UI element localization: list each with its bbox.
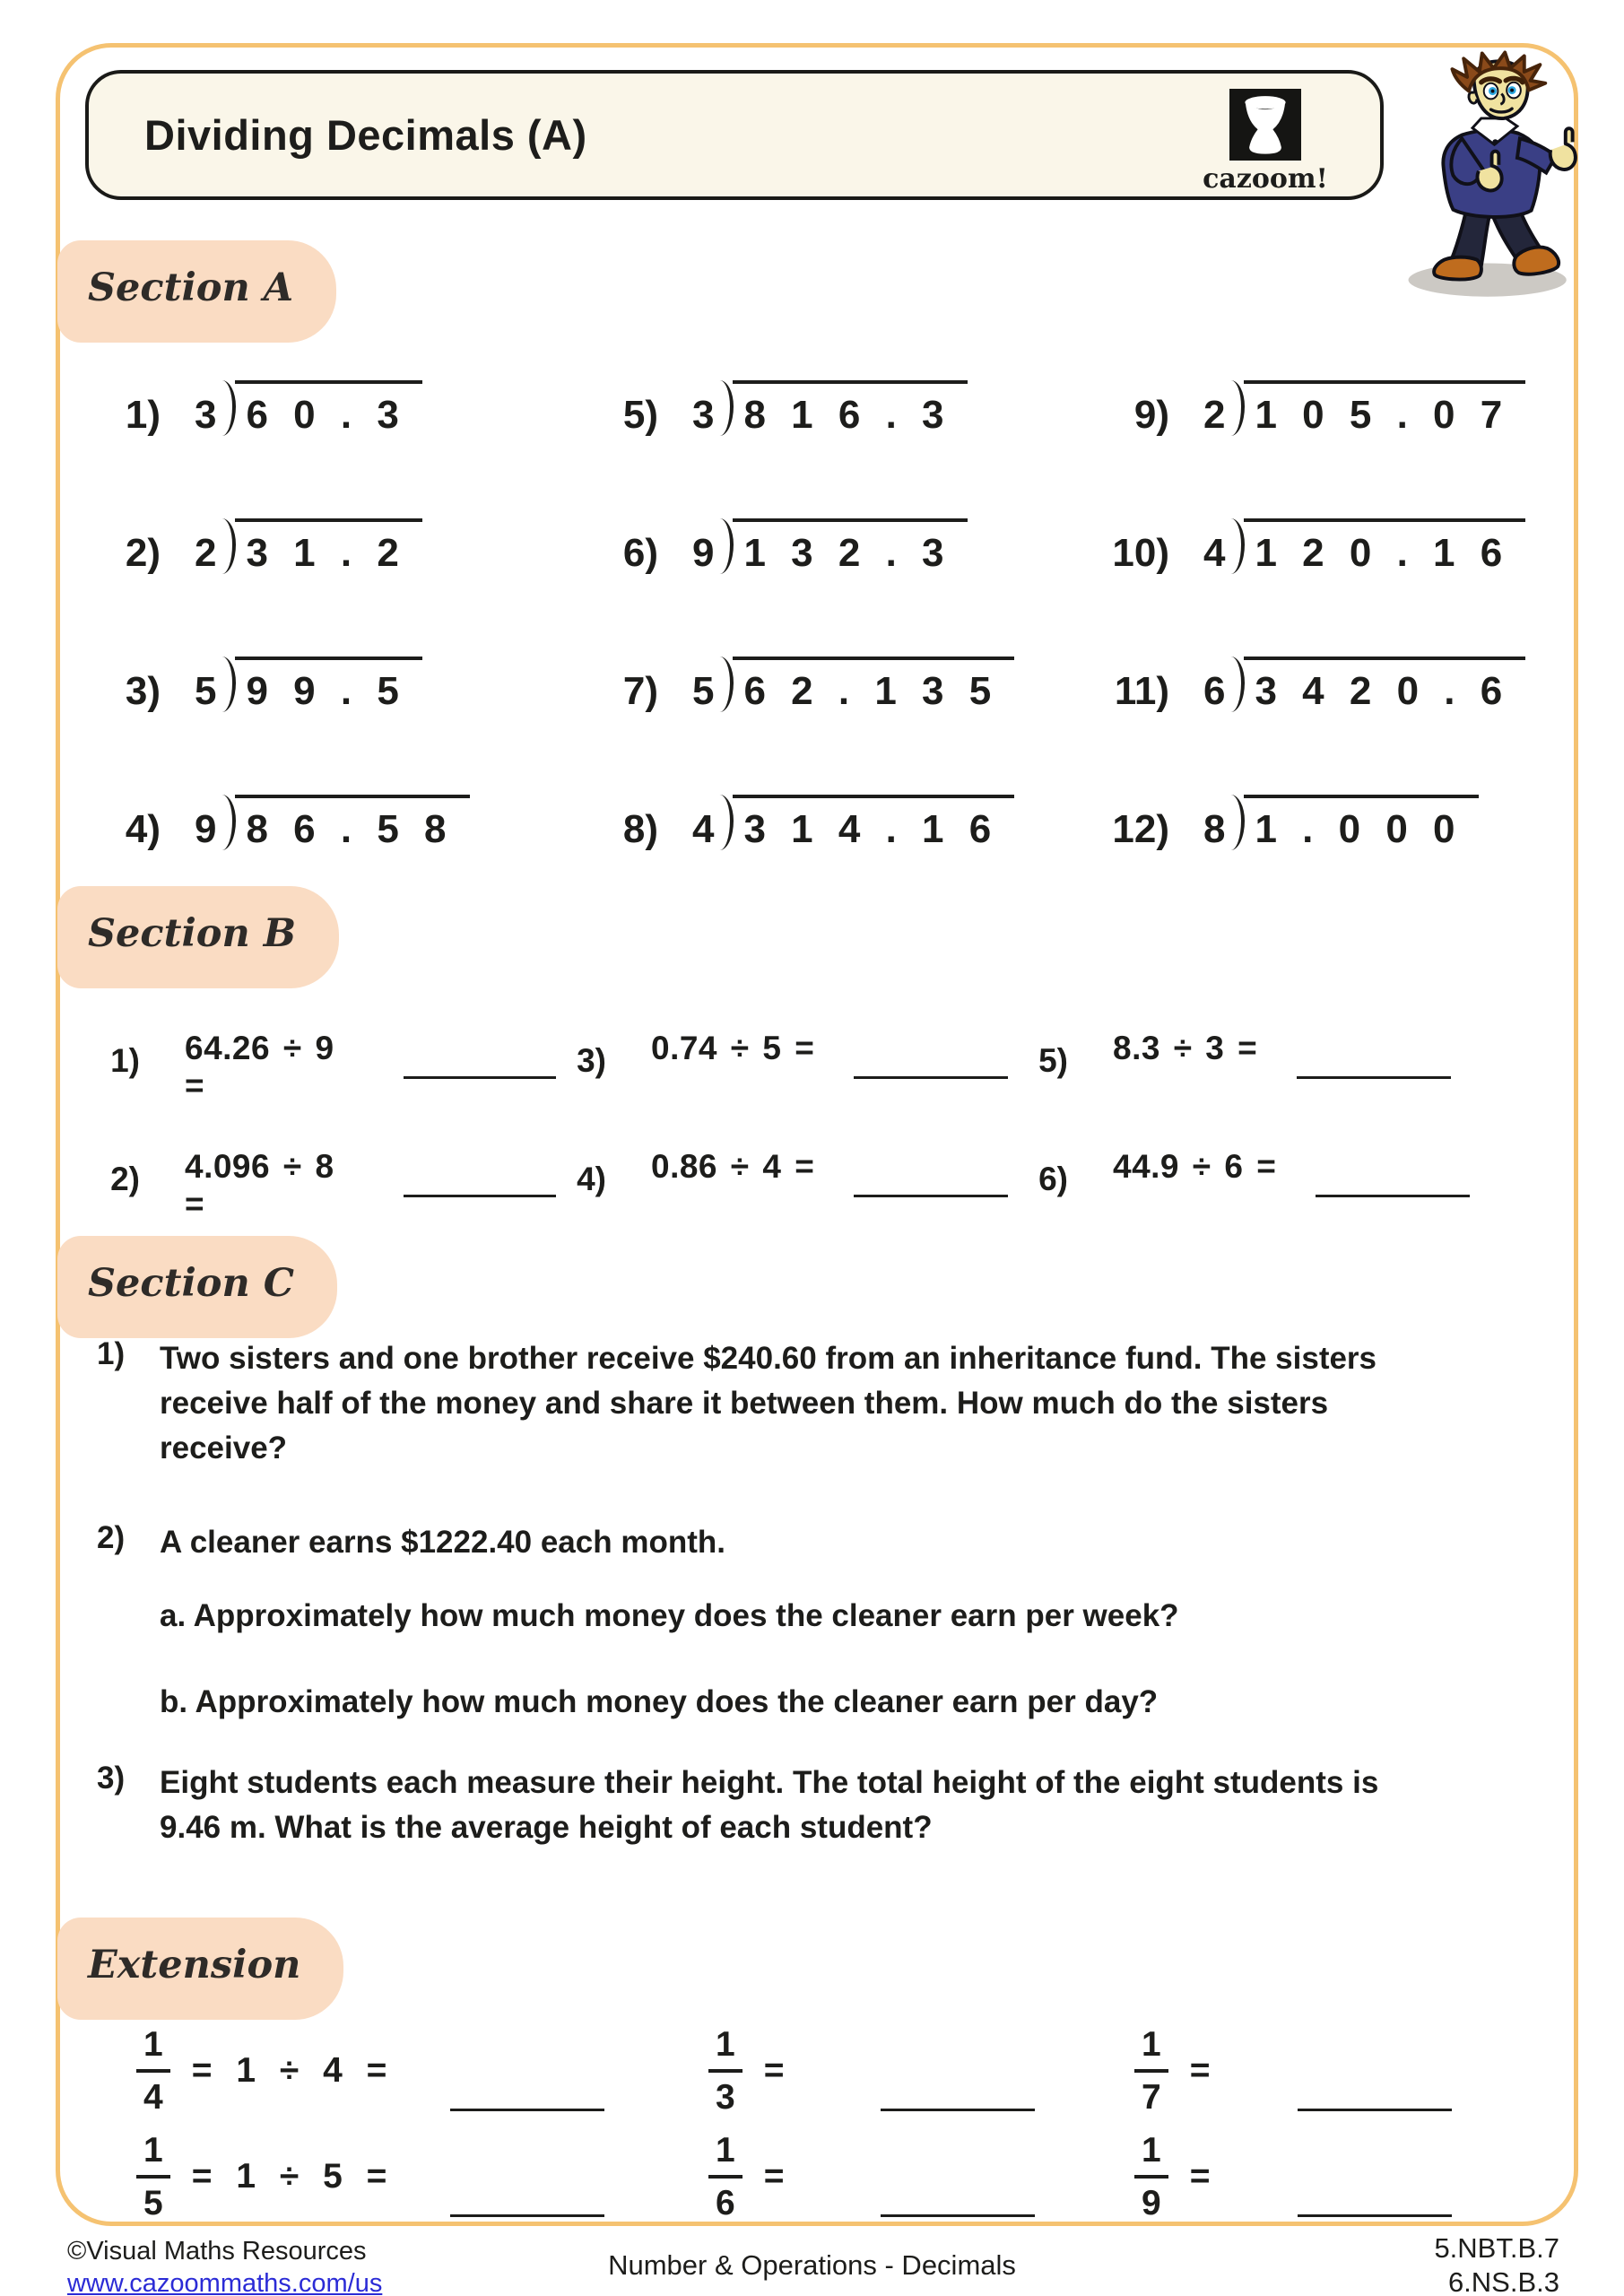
website-link[interactable]: www.cazoommaths.com/us	[67, 2269, 383, 2296]
answer-blank[interactable]	[404, 1195, 556, 1197]
answer-blank[interactable]	[854, 1076, 1008, 1079]
problem-number: 1)	[97, 1336, 126, 1371]
answer-blank[interactable]	[404, 1076, 556, 1079]
fraction	[1134, 2133, 1168, 2221]
division-bracket-icon	[218, 657, 236, 712]
dividend: 1 2 0 . 1 6	[1244, 518, 1525, 576]
problem-number: 2)	[97, 1520, 126, 1555]
equation-text: =	[763, 2051, 785, 2090]
fraction-problem	[1090, 2124, 1515, 2230]
equation-problem-4	[556, 1148, 1018, 1266]
problem-number: 8)	[622, 807, 658, 851]
divisor: 5	[692, 669, 715, 713]
numerator: 1	[1142, 2131, 1161, 2170]
problem-number: 1)	[125, 393, 161, 437]
word-problem-2a: a. Approximately how much money does the cleaner earn per week?	[160, 1598, 1179, 1633]
answer-blank[interactable]	[881, 2109, 1035, 2111]
problem-number: 4)	[125, 807, 161, 851]
long-division	[1203, 518, 1525, 576]
fraction-problem	[117, 2124, 673, 2230]
problem-number: 1)	[110, 1042, 140, 1079]
divisor: 4	[692, 807, 715, 851]
problem-number: 6)	[622, 531, 658, 575]
division-problem-3	[85, 657, 583, 795]
division-bracket-icon	[218, 518, 236, 574]
fraction	[136, 2027, 170, 2115]
equation-problem-3	[556, 1030, 1018, 1148]
section-b-problems	[90, 1030, 1524, 1266]
division-bracket-icon	[716, 795, 734, 850]
equation-text: =	[1189, 2051, 1211, 2090]
equation-text: =	[1189, 2157, 1211, 2196]
expression: 0.74 ÷ 5 =	[651, 1030, 815, 1066]
cazoom-logo	[1194, 89, 1337, 195]
dividend: 3 1 . 2	[235, 518, 421, 576]
text-line: 9.46 m. What is the average height of each student?	[160, 1810, 933, 1845]
division-problem-6	[583, 518, 1094, 657]
divisor: 5	[195, 669, 217, 713]
mascot-boy-illustration	[1388, 50, 1599, 306]
expression: 0.86 ÷ 4 =	[651, 1148, 815, 1185]
expression: 4.096 ÷ 8 =	[185, 1148, 334, 1222]
division-bracket-icon	[716, 380, 734, 436]
fraction-problem	[117, 2018, 673, 2124]
dividend: 1 3 2 . 3	[733, 518, 967, 576]
divisor: 6	[1203, 669, 1226, 713]
section-a-label: Section A	[57, 240, 336, 343]
problem-number: 2)	[125, 531, 161, 575]
problem-text	[160, 1761, 1378, 1850]
dividend: 6 2 . 1 3 5	[733, 657, 1014, 714]
expression: 64.26 ÷ 9 =	[185, 1030, 334, 1104]
division-problem-10	[1094, 518, 1525, 657]
dividend: 3 1 4 . 1 6	[733, 795, 1014, 852]
answer-blank[interactable]	[1297, 1076, 1451, 1079]
answer-blank[interactable]	[881, 2214, 1035, 2217]
divisor: 4	[1203, 531, 1226, 575]
fraction	[708, 2027, 743, 2115]
copyright-text: ©Visual Maths Resources	[67, 2237, 367, 2266]
division-problem-4	[85, 795, 583, 933]
long-division	[1203, 657, 1525, 714]
dividend: 8 1 6 . 3	[733, 380, 967, 438]
denominator: 5	[136, 2175, 170, 2221]
text-line: receive half of the money and share it between them. How much do the sisters	[160, 1386, 1329, 1421]
fraction-problem	[673, 2018, 1090, 2124]
long-division	[692, 518, 968, 576]
division-bracket-icon	[218, 380, 236, 436]
dividend: 8 6 . 5 8	[235, 795, 469, 852]
denominator: 3	[708, 2069, 743, 2115]
divisor: 9	[195, 807, 217, 851]
section-c-label: Section C	[57, 1236, 337, 1338]
word-problem-2b: b. Approximately how much money does the cleaner earn per day?	[160, 1684, 1159, 1719]
denominator: 9	[1134, 2175, 1168, 2221]
expression: 44.9 ÷ 6 =	[1113, 1148, 1277, 1185]
text-line: receive?	[160, 1431, 288, 1465]
dividend: 1 . 0 0 0	[1244, 795, 1478, 852]
problem-number: 3)	[125, 669, 161, 713]
fraction-problem	[1090, 2018, 1515, 2124]
answer-blank[interactable]	[1298, 2214, 1452, 2217]
equation-problem-1	[90, 1030, 556, 1148]
expression: 8.3 ÷ 3 =	[1113, 1030, 1258, 1066]
equation-problem-6	[1018, 1148, 1524, 1266]
word-problem-3	[97, 1761, 1532, 1850]
title-box	[85, 70, 1384, 200]
long-division	[195, 518, 422, 576]
division-problem-9	[1094, 380, 1525, 518]
divisor: 2	[1203, 393, 1226, 437]
division-problem-12	[1094, 795, 1525, 933]
division-problem-5	[583, 380, 1094, 518]
standard-code: 5.NBT.B.7	[1434, 2232, 1559, 2264]
dividend: 3 4 2 0 . 6	[1244, 657, 1525, 714]
equation-problem-2	[90, 1148, 556, 1266]
word-problem-1	[97, 1336, 1532, 1471]
long-division	[692, 657, 1014, 714]
problem-text	[160, 1520, 725, 1565]
problem-number: 7)	[622, 669, 658, 713]
division-problem-7	[583, 657, 1094, 795]
problem-number: 3)	[577, 1042, 606, 1079]
fraction	[136, 2133, 170, 2221]
section-c-problems	[97, 1336, 1532, 1850]
footer-standards	[1434, 2231, 1559, 2296]
denominator: 4	[136, 2069, 170, 2115]
problem-number: 11)	[1114, 669, 1169, 713]
division-problem-1	[85, 380, 583, 518]
long-division	[1203, 795, 1479, 852]
equation-text: = 1 ÷ 4 =	[191, 2051, 387, 2090]
long-division	[1203, 380, 1525, 438]
text-line: Eight students each measure their height. The total height of the eight students is	[160, 1765, 1379, 1800]
footer-topic: Number & Operations - Decimals	[608, 2249, 1016, 2281]
extension-problems	[117, 2018, 1515, 2230]
problem-number: 4)	[577, 1161, 606, 1197]
extension-label: Extension	[57, 1918, 343, 2020]
dividend: 1 0 5 . 0 7	[1244, 380, 1525, 438]
text-line: A cleaner earns $1222.40 each month.	[160, 1525, 725, 1560]
fraction	[708, 2133, 743, 2221]
problem-number: 5)	[622, 393, 658, 437]
division-bracket-icon	[218, 795, 236, 850]
long-division	[195, 380, 422, 438]
numerator: 1	[716, 2131, 735, 2170]
long-division	[692, 380, 968, 438]
drum-icon	[1229, 89, 1301, 165]
division-bracket-icon	[1227, 795, 1245, 850]
word-problem-2	[97, 1520, 1532, 1565]
section-a-problems	[85, 380, 1510, 933]
brand-name: cazoom!	[1203, 162, 1328, 195]
numerator: 1	[1142, 2025, 1161, 2064]
long-division	[692, 795, 1014, 852]
division-problem-8	[583, 795, 1094, 933]
section-b-label: Section B	[57, 886, 339, 988]
answer-blank[interactable]	[450, 2109, 604, 2111]
problem-number: 9)	[1133, 393, 1169, 437]
numerator: 1	[143, 2131, 163, 2170]
divisor: 3	[692, 393, 715, 437]
denominator: 6	[708, 2175, 743, 2221]
problem-number: 3)	[97, 1761, 126, 1796]
problem-number: 10)	[1112, 531, 1169, 575]
denominator: 7	[1134, 2069, 1168, 2115]
footer-left	[67, 2235, 382, 2296]
division-bracket-icon	[1227, 518, 1245, 574]
divisor: 9	[692, 531, 715, 575]
answer-blank[interactable]	[1298, 2109, 1452, 2111]
long-division	[195, 657, 422, 714]
problem-number: 2)	[110, 1161, 140, 1197]
numerator: 1	[716, 2025, 735, 2064]
dividend: 9 9 . 5	[235, 657, 421, 714]
division-problem-2	[85, 518, 583, 657]
answer-blank[interactable]	[450, 2214, 604, 2217]
equation-problem-5	[1018, 1030, 1524, 1148]
equation-text: =	[763, 2157, 785, 2196]
long-division	[195, 795, 470, 852]
problem-number: 12)	[1112, 807, 1169, 851]
answer-blank[interactable]	[854, 1195, 1008, 1197]
standard-code: 6.NS.B.3	[1447, 2266, 1559, 2296]
problem-number: 6)	[1038, 1161, 1068, 1197]
answer-blank[interactable]	[1316, 1195, 1470, 1197]
problem-text	[160, 1336, 1376, 1471]
equation-text: = 1 ÷ 5 =	[191, 2157, 387, 2196]
numerator: 1	[143, 2025, 163, 2064]
divisor: 3	[195, 393, 217, 437]
fraction	[1134, 2027, 1168, 2115]
fraction-problem	[673, 2124, 1090, 2230]
problem-number: 5)	[1038, 1042, 1068, 1079]
division-bracket-icon	[716, 657, 734, 712]
division-bracket-icon	[716, 518, 734, 574]
division-bracket-icon	[1227, 657, 1245, 712]
dividend: 6 0 . 3	[235, 380, 421, 438]
divisor: 8	[1203, 807, 1226, 851]
page-title: Dividing Decimals (A)	[144, 111, 587, 159]
division-bracket-icon	[1227, 380, 1245, 436]
text-line: Two sisters and one brother receive $240.60 from an inheritance fund. The sisters	[160, 1341, 1377, 1376]
division-problem-11	[1094, 657, 1525, 795]
divisor: 2	[195, 531, 217, 575]
